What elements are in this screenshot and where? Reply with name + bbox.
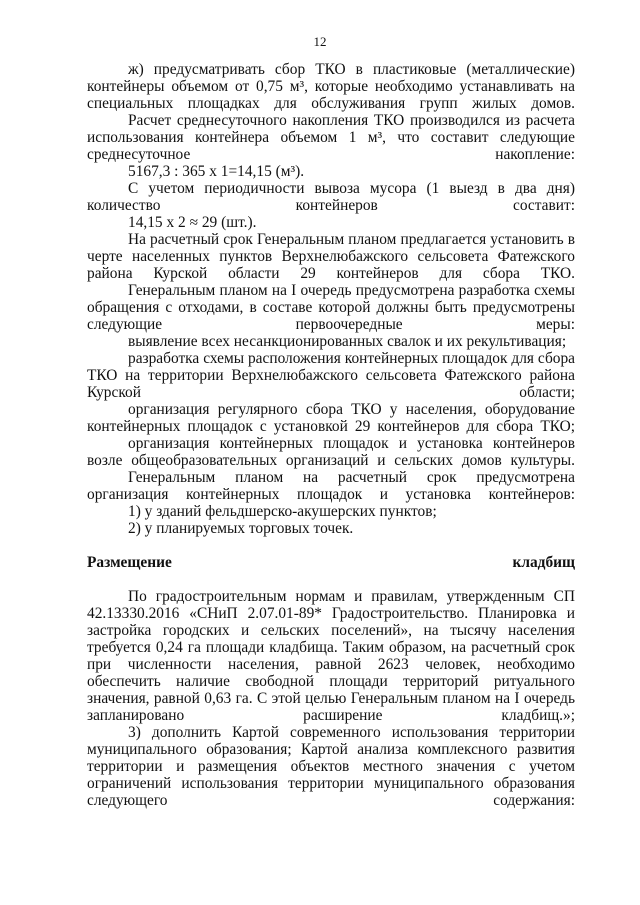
paragraph: На расчетный срок Генеральным планом предлагается установить в черте населенных пунктов Верхнелюбажского сельсовета Фатежского района Курской области 29 контейнеров для сбора ТКО.: [87, 231, 575, 282]
paragraph: Расчет среднесуточного накопления ТКО производился из расчета использования контейнера объемом 1 м³, что составит следующие среднесуточное накопление:: [87, 112, 575, 163]
list-item: организация регулярного сбора ТКО у населения, оборудование контейнерных площадок с установкой 29 контейнеров для сбора ТКО;: [87, 401, 575, 435]
list-item: организация контейнерных площадок и установка контейнеров возле общеобразовательных организаций и сельских домов культуры.: [87, 435, 575, 469]
formula: 14,15 х 2 ≈ 29 (шт.).: [128, 214, 257, 231]
body-text: [87, 61, 575, 809]
list-item: разработка схемы расположения контейнерных площадок для сбора ТКО на территории Верхнелюбажского сельсовета Фатежского района Курской области;: [87, 350, 575, 401]
list-item: 1) у зданий фельдшерско-акушерских пунктов;: [128, 503, 437, 520]
list-item: 2) у планируемых торговых точек.: [128, 520, 354, 537]
paragraph: Генеральным планом на расчетный срок предусмотрена организация контейнерных площадок и установка контейнеров:: [87, 469, 575, 503]
list-item: выявление всех несанкционированных свалок и их рекультивация;: [128, 333, 567, 350]
paragraph: Генеральным планом на I очередь предусмотрена разработка схемы обращения с отходами, в составе которой должны быть предусмотрены следующие первоочередные меры:: [87, 282, 575, 333]
section-heading: Размещение кладбищ: [87, 554, 575, 571]
page-number: 12: [313, 34, 327, 49]
formula: 5167,3 : 365 х 1=14,15 (м³).: [128, 163, 305, 180]
paragraph: ж) предусматривать сбор ТКО в пластиковые (металлические) контейнеры объемом от 0,75 м³, которые необходимо устанавливать на специальных площадках для обслуживания групп жилых домов.: [87, 61, 575, 112]
paragraph: 3) дополнить Картой современного использования территории муниципального образования; Картой анализа комплексного развития территории и размещения объектов местного значения с учетом ограничений использования территории муниципального образования следующего содержания:: [87, 724, 575, 809]
paragraph: С учетом периодичности вывоза мусора (1 выезд в два дня) количество контейнеров составит:: [87, 180, 575, 214]
paragraph: По градостроительным нормам и правилам, утвержденным СП 42.13330.2016 «СНиП 2.07.01-89* Градостроительство. Планировка и застройка городских и сельских поселений», на тысячу населения требуется 0,24 га площади кладбища. Таким образом, на расчетный срок при численности населения, равной 2623 человек, необходимо обеспечить наличие свободной площади территорий ритуального значения, равной 0,63 га. С этой целью Генеральным планом на I очередь запланировано расширение кладбищ.»;: [87, 588, 575, 724]
